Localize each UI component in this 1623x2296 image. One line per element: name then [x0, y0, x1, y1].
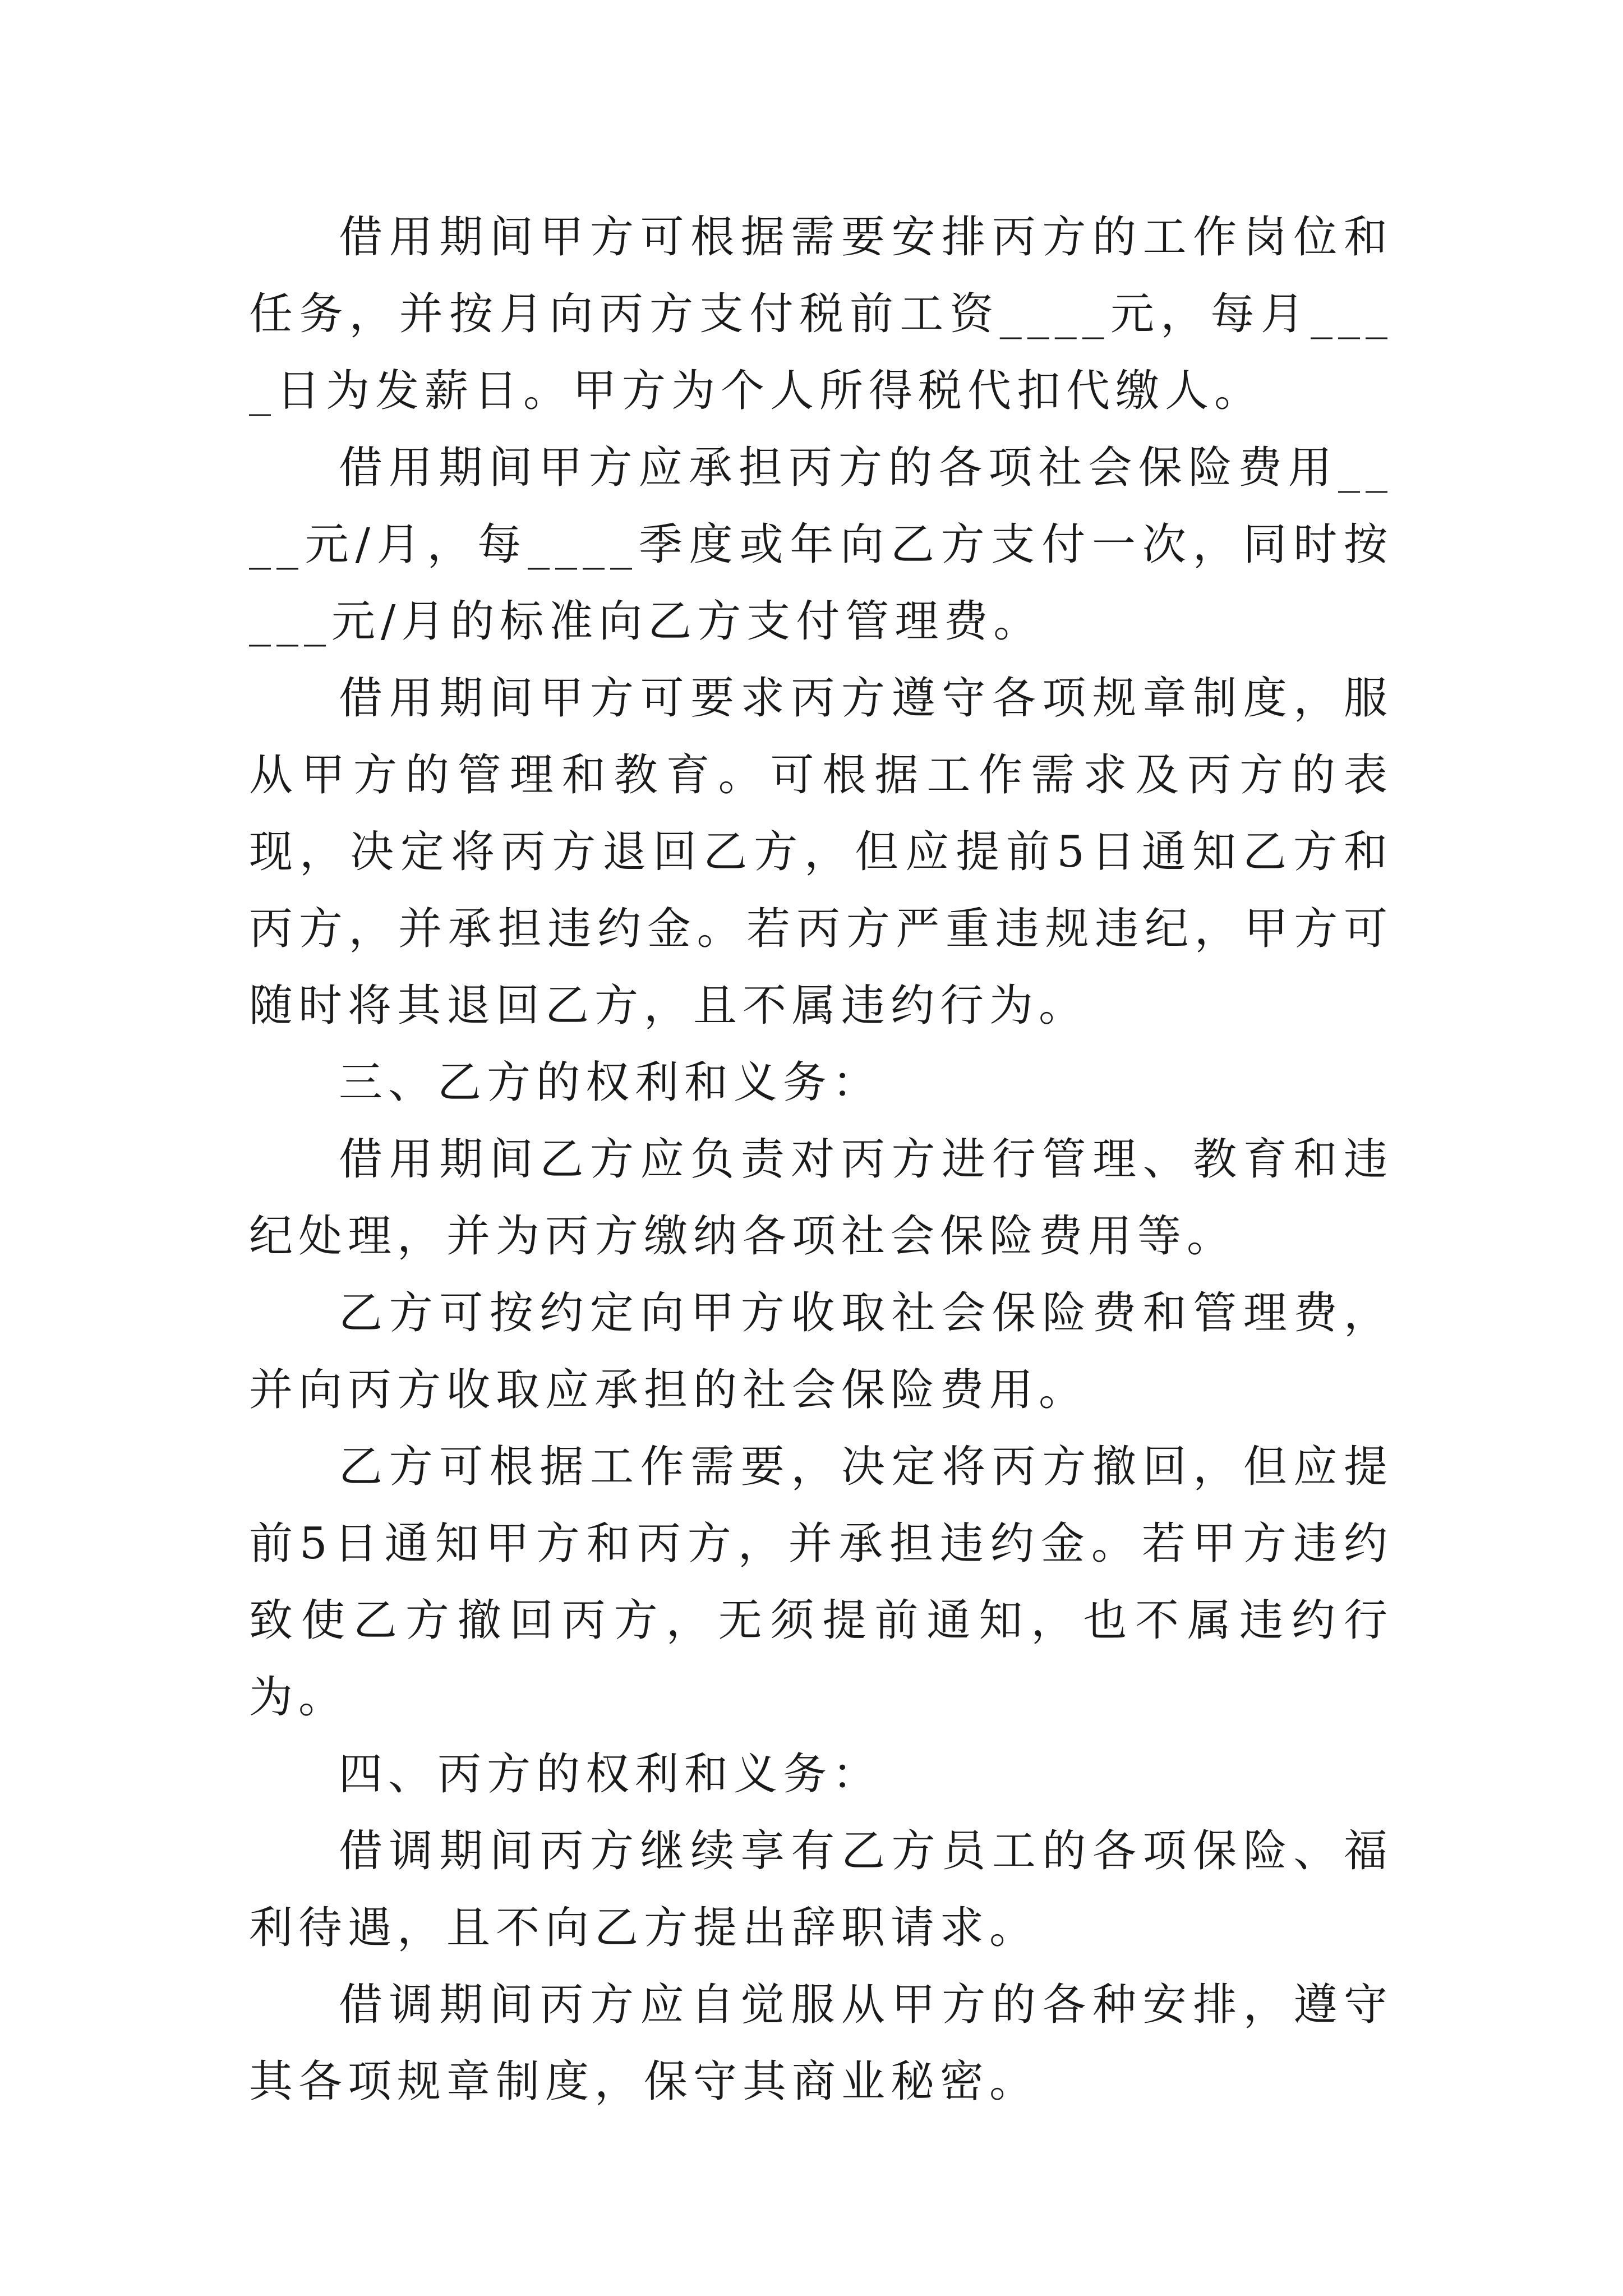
paragraph-party-c-benefits: 借调期间丙方继续享有乙方员工的各项保险、福利待遇，且不向乙方提出辞职请求。	[249, 1826, 1393, 1953]
paragraph-salary: 借用期间甲方可根据需要安排丙方的工作岗位和任务，并按月向丙方支付税前工资____元，每月____日为发薪日。甲方为个人所得税代扣代缴人。	[249, 212, 1393, 416]
paragraph-party-b-withdraw: 乙方可根据工作需要，决定将丙方撤回，但应提前5日通知甲方和丙方，并承担违约金。若甲方违约致使乙方撤回丙方，无须提前通知，也不属违约行为。	[249, 1442, 1393, 1723]
paragraph-rules-return: 借用期间甲方可要求丙方遵守各项规章制度，服从甲方的管理和教育。可根据工作需求及丙方的表现，决定将丙方退回乙方，但应提前5日通知乙方和丙方，并承担违约金。若丙方严重违规违纪，甲方可随时将其退回乙方，且不属违约行为。	[249, 673, 1393, 1031]
paragraph-party-c-obligations: 借调期间丙方应自觉服从甲方的各种安排，遵守其各项规章制度，保守其商业秘密。	[249, 1980, 1393, 2107]
paragraph-party-b-fees: 乙方可按约定向甲方收取社会保险费和管理费，并向丙方收取应承担的社会保险费用。	[249, 1288, 1393, 1415]
paragraph-party-b-management: 借用期间乙方应负责对丙方进行管理、教育和违纪处理，并为丙方缴纳各项社会保险费用等。	[249, 1134, 1393, 1262]
section-heading-party-c: 四、丙方的权利和义务：	[339, 1749, 882, 1800]
paragraph-social-insurance: 借用期间甲方应承担丙方的各项社会保险费用____元/月，每____季度或年向乙方支付一次，同时按___元/月的标准向乙方支付管理费。	[249, 443, 1393, 647]
section-heading-party-b: 三、乙方的权利和义务：	[339, 1057, 882, 1108]
document-body	[249, 199, 1393, 2120]
